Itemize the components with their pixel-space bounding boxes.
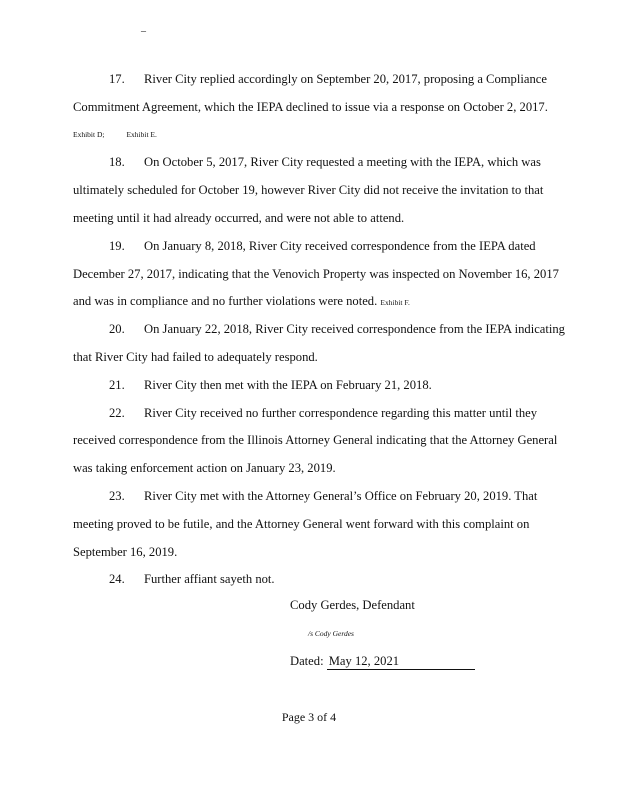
paragraph-17-line-2: Commitment Agreement, which the IEPA declined to issue via a response on October 2, 2017. [73,99,548,114]
paragraph-23-line-1: 23. River City met with the Attorney General’s Office on February 20, 2019. That [73,486,573,514]
paragraph-17-exhibits [73,125,573,153]
electronic-signature: /s Cody Gerdes [308,629,354,638]
paragraph-22-line-3: was taking enforcement action on January 23, 2019. [73,461,336,476]
paragraph-18-line-3: meeting until it had already occurred, and were not able to attend. [73,210,405,225]
paragraph-23-line-3: September 16, 2019. [73,544,178,559]
paragraph-19-line-1: 19. On January 8, 2018, River City received correspondence from the IEPA dated [73,236,573,264]
paragraph-number: 19. [109,238,125,253]
paragraph-21-line-1: 21. River City then met with the IEPA on February 21, 2018. [73,375,573,403]
paragraph-18-line-1: 18. On October 5, 2017, River City requested a meeting with the IEPA, which was [73,152,573,180]
paragraph-number: 21. [109,377,125,392]
paragraph-19-line-2: December 27, 2017, indicating that the Venovich Property was inspected on November 16, 2017 [73,266,559,281]
paragraph-number: 23. [109,488,125,503]
exhibit-ref: Exhibit E. [126,129,157,139]
paragraph-22-line-1: 22. River City received no further correspondence regarding this matter until they [73,403,573,431]
paragraph-20-line-2: that River City had failed to adequately respond. [73,349,318,364]
signature-date [290,654,475,670]
date-label: Dated: [290,654,324,668]
paragraph-18-line-2: ultimately scheduled for October 19, however River City did not receive the invitation to that [73,183,544,198]
paragraph-23-line-2: meeting proved to be futile, and the Attorney General went forward with this complaint on [73,516,530,531]
paragraph-number: 18. [109,155,125,170]
paragraph-number: 20. [109,322,125,337]
paragraph-number: 24. [109,572,125,587]
page-number: Page 3 of 4 [281,710,337,724]
paragraph-20-line-1: 20. On January 22, 2018, River City received correspondence from the IEPA indicating [73,319,573,347]
paragraph-24-line-1: 24. Further affiant sayeth not. [73,569,573,597]
paragraph-number: 17. [109,72,125,86]
page-mark: _ [141,22,146,33]
paragraph-19-line-3: and was in compliance and no further violations were noted. Exhibit F. [73,294,410,309]
date-value: May 12, 2021 [327,654,475,670]
paragraph-number: 22. [109,405,125,420]
exhibit-ref: Exhibit F. [380,298,410,308]
signatory-name: Cody Gerdes, Defendant [290,598,415,612]
document-body [73,69,573,597]
paragraph-22-line-2: received correspondence from the Illinois Attorney General indicating that the Attorney General [73,433,558,448]
paragraph-17-line-1: 17. River City replied accordingly on September 20, 2017, proposing a Compliance [73,69,573,97]
exhibit-ref: Exhibit D; [73,129,105,139]
